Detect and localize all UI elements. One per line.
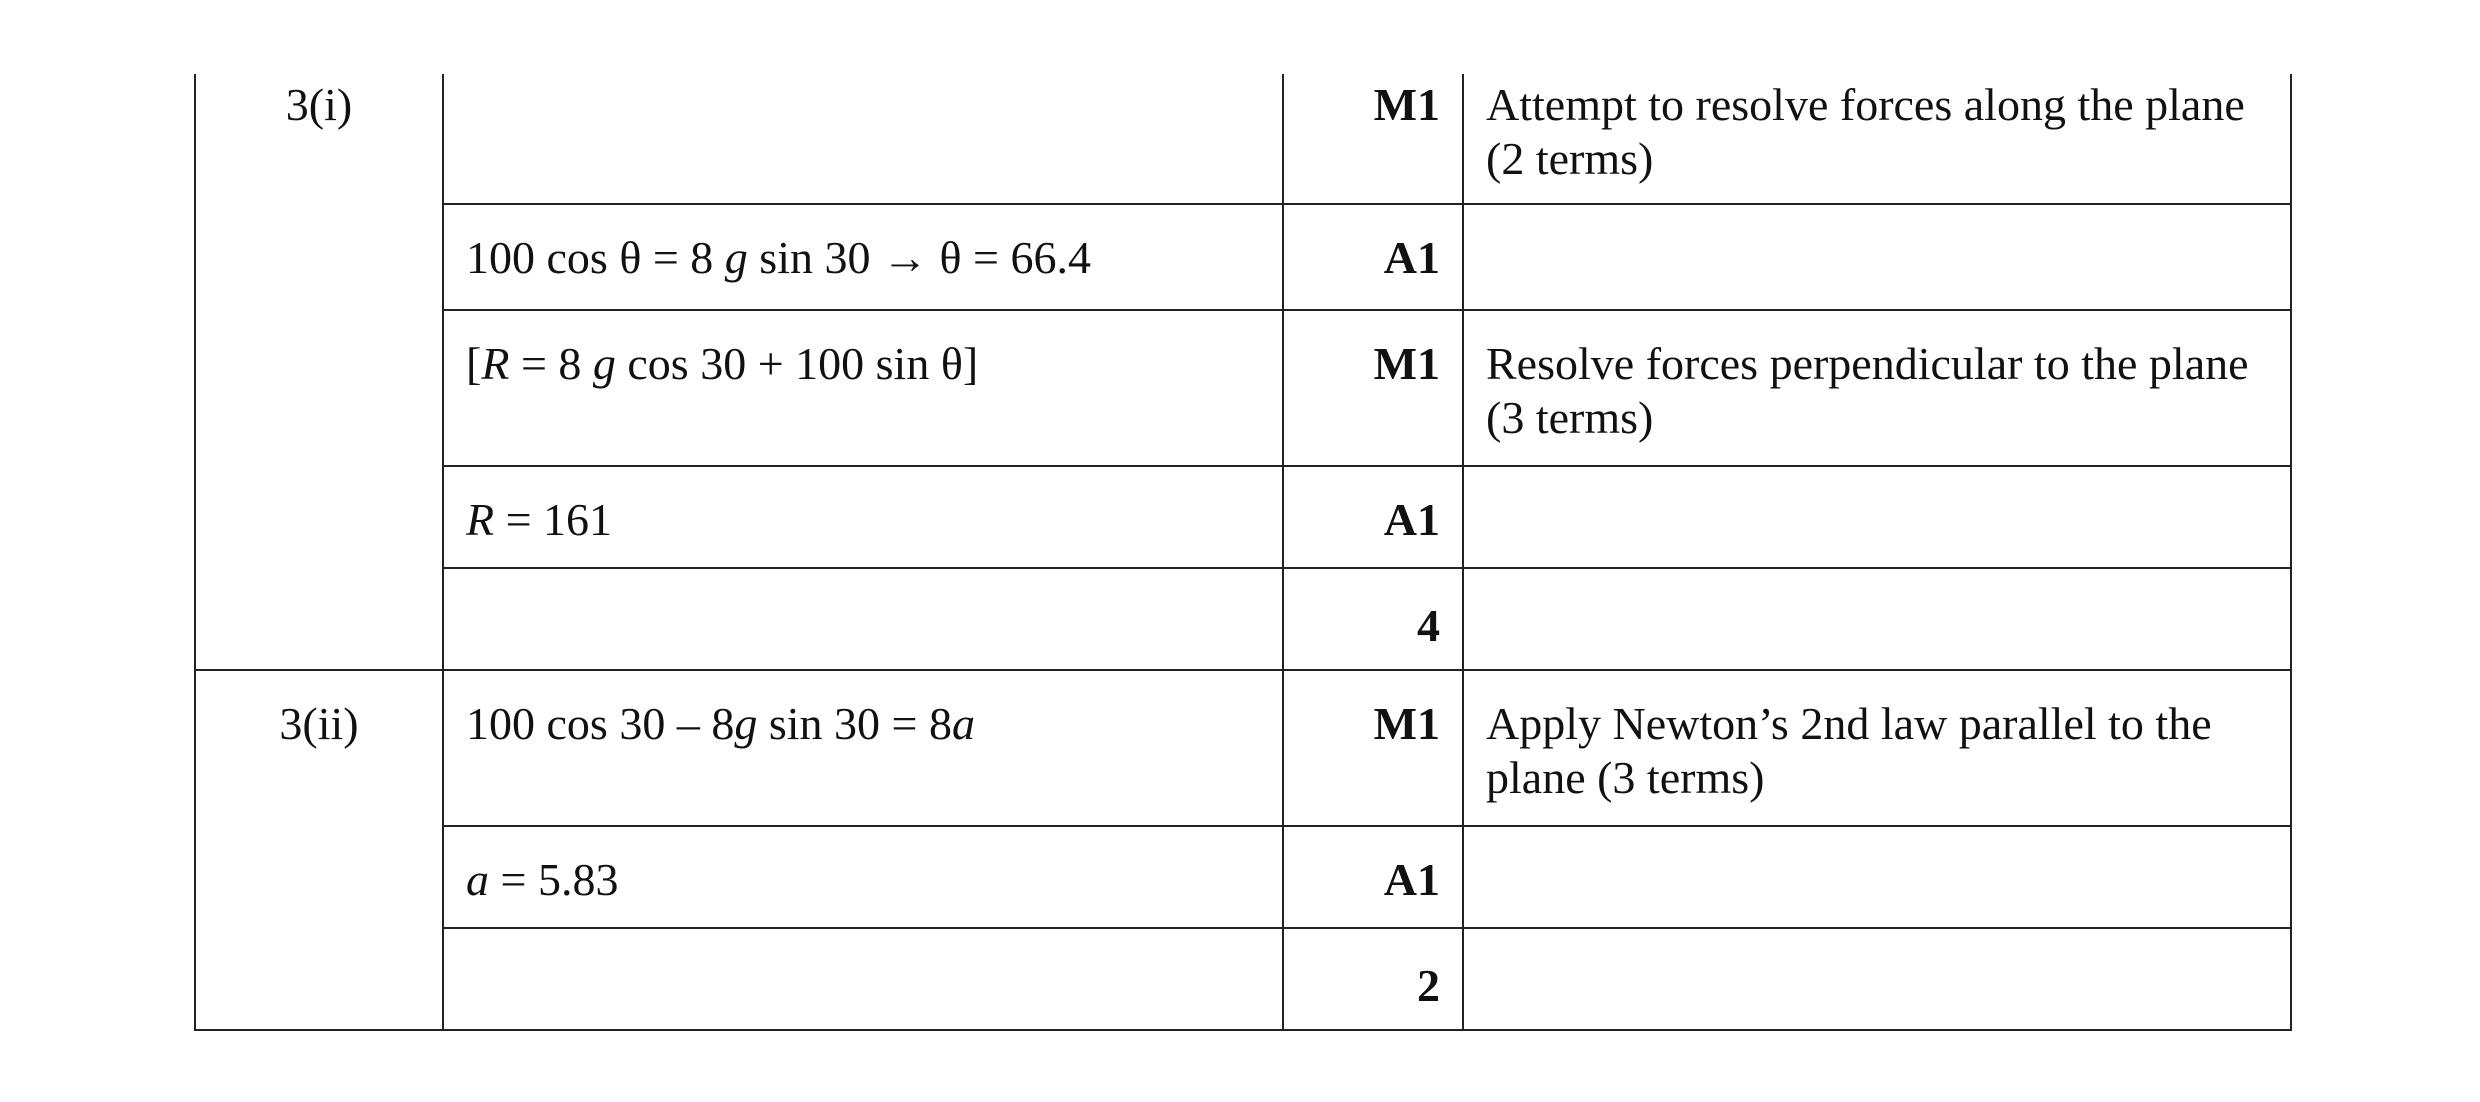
mark-cell: M1 (1283, 74, 1463, 204)
answer-cell: [R = 8 g cos 30 + 100 sin θ] (443, 310, 1283, 466)
guidance-cell (1463, 204, 2291, 310)
table-row (195, 204, 2291, 310)
mark-total-cell: 4 (1283, 568, 1463, 670)
mark-cell: M1 (1283, 310, 1463, 466)
answer-cell (443, 928, 1283, 1030)
mark-total-cell: 2 (1283, 928, 1463, 1030)
table-row (195, 826, 2291, 928)
table-row (195, 310, 2291, 466)
table-row (195, 568, 2291, 670)
answer-cell: a = 5.83 (443, 826, 1283, 928)
answer-cell: 100 cos 30 – 8g sin 30 = 8a (443, 670, 1283, 826)
answer-cell: 100 cos θ = 8 g sin 30 → θ = 66.4 (443, 204, 1283, 310)
guidance-cell (1463, 826, 2291, 928)
table-row (195, 670, 2291, 826)
table-row (195, 928, 2291, 1030)
table-row (195, 466, 2291, 568)
table-row (195, 74, 2291, 204)
question-number: 3(i) (195, 74, 443, 670)
mark-cell: A1 (1283, 826, 1463, 928)
answer-cell (443, 74, 1283, 204)
guidance-cell (1463, 928, 2291, 1030)
guidance-cell (1463, 568, 2291, 670)
guidance-cell: Attempt to resolve forces along the plane (2 terms) (1463, 74, 2291, 204)
mark-cell: A1 (1283, 204, 1463, 310)
guidance-cell (1463, 466, 2291, 568)
mark-scheme-table (194, 74, 2292, 1031)
mark-cell: A1 (1283, 466, 1463, 568)
mark-cell: M1 (1283, 670, 1463, 826)
guidance-cell: Resolve forces perpendicular to the plane (3 terms) (1463, 310, 2291, 466)
guidance-cell: Apply Newton’s 2nd law parallel to the plane (3 terms) (1463, 670, 2291, 826)
answer-cell (443, 568, 1283, 670)
question-number: 3(ii) (195, 670, 443, 1030)
answer-cell: R = 161 (443, 466, 1283, 568)
